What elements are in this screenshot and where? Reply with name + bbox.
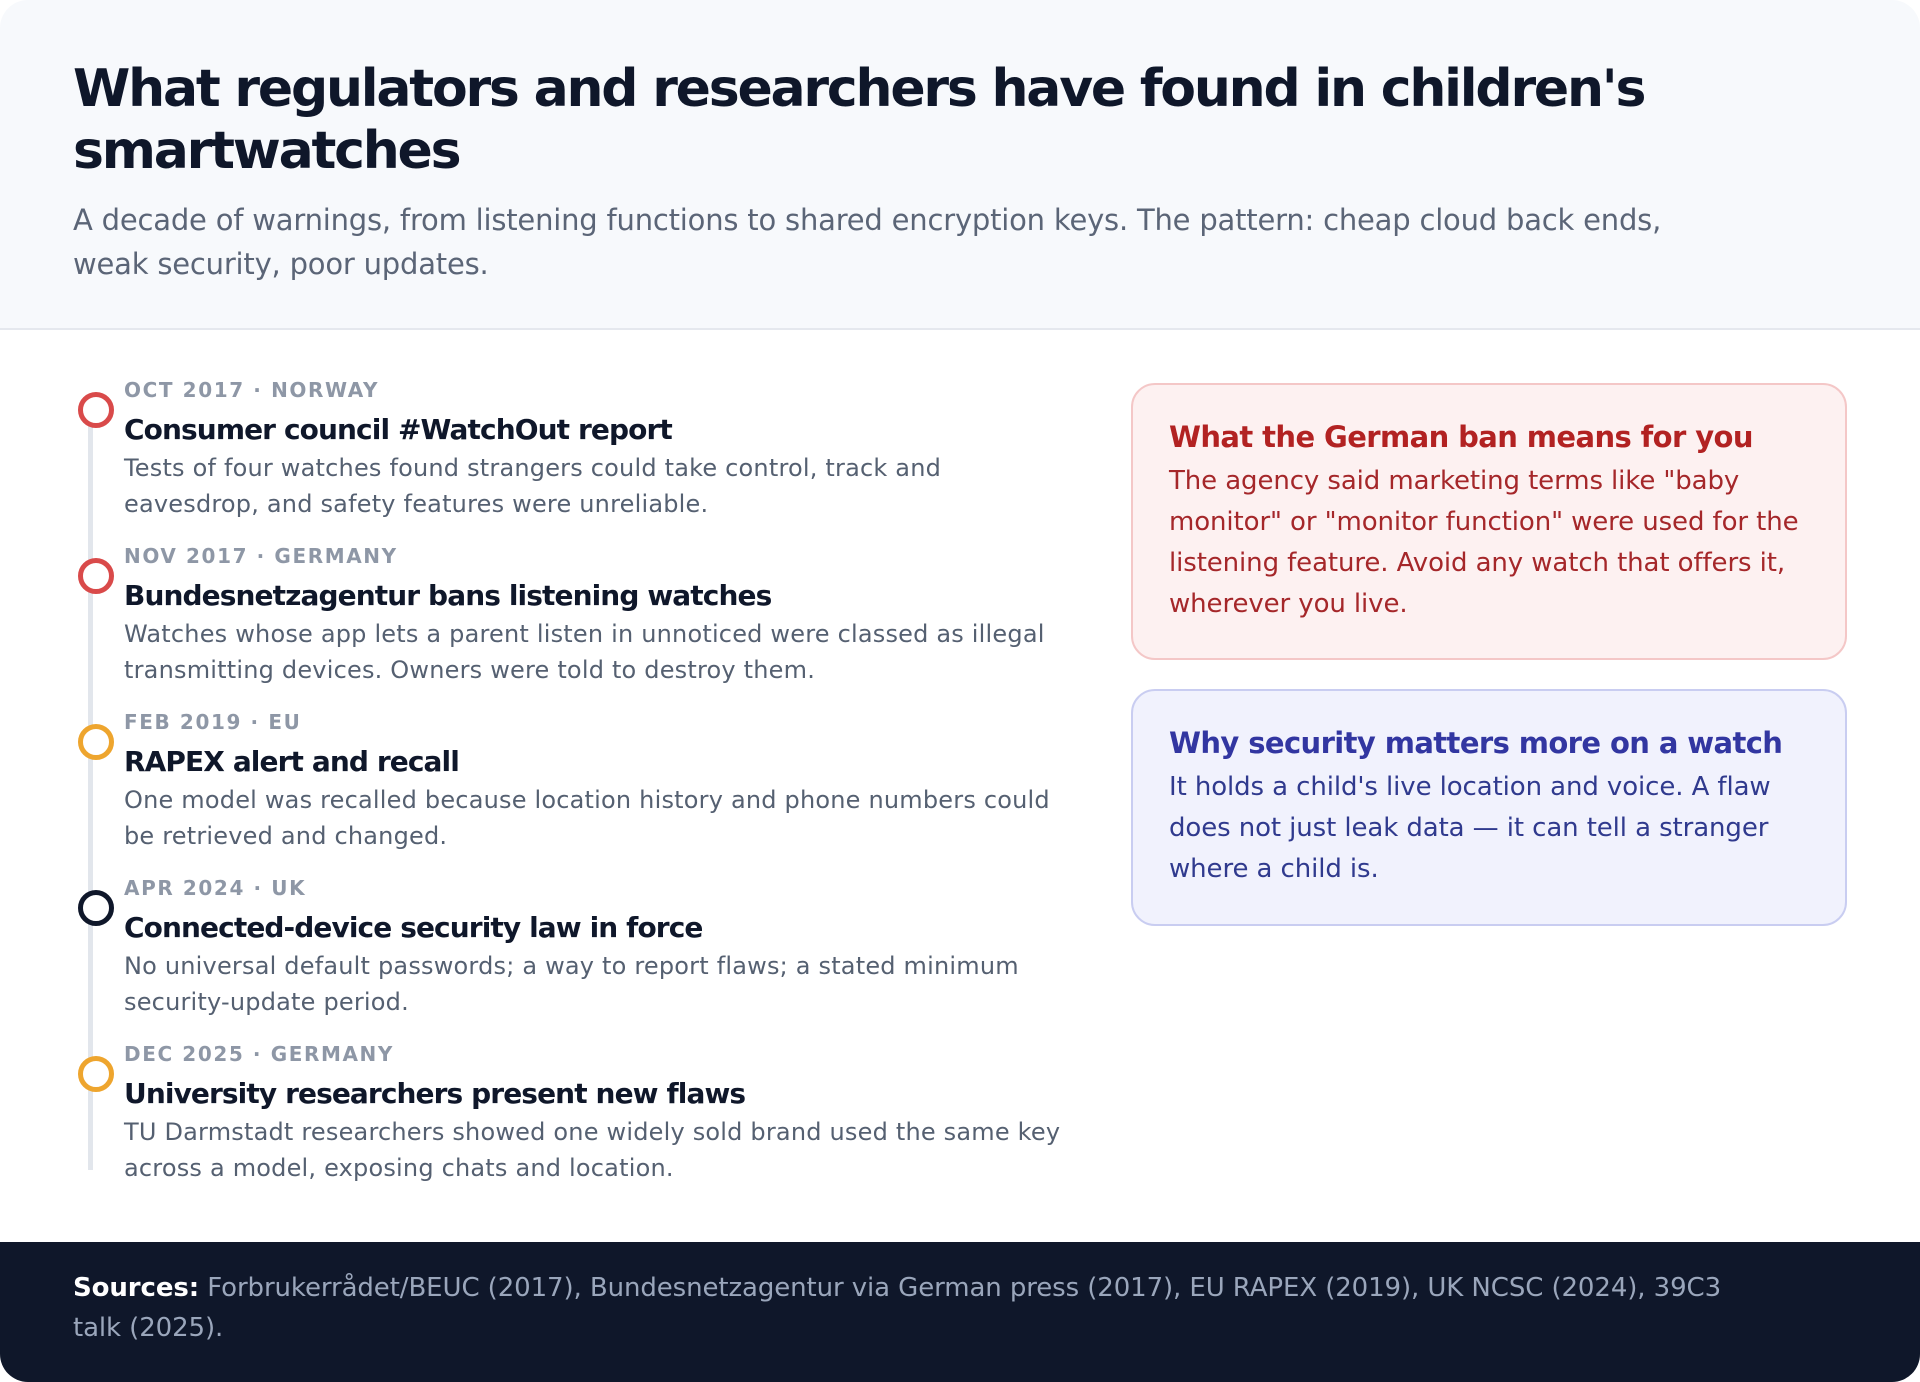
- timeline-dot: [78, 392, 114, 428]
- timeline-event: [0, 876, 1100, 1036]
- event-description: TU Darmstadt researchers showed one widely sold brand used the same key across a model, exposing chats and location.: [124, 1118, 1061, 1182]
- sources-footer: [0, 1242, 1920, 1382]
- callout-title: Why security matters more on a watch: [1169, 726, 1783, 760]
- timeline-dot: [78, 890, 114, 926]
- callout-title: What the German ban means for you: [1169, 420, 1753, 454]
- sources-label: Sources:: [73, 1273, 200, 1303]
- timeline-dot: [78, 724, 114, 760]
- german-ban-callout: [1131, 383, 1847, 660]
- event-title: Bundesnetzagentur bans listening watches: [124, 579, 772, 612]
- event-date-location: NOV 2017 · GERMANY: [124, 544, 398, 568]
- event-description: No universal default passwords; a way to report flaws; a stated minimum security-update period.: [124, 952, 1019, 1016]
- page-title: What regulators and researchers have found in children's smartwatches: [73, 59, 1645, 181]
- callout-text: It holds a child's live location and voice. A flaw does not just leak data — it can tell a stranger where a child is.: [1169, 772, 1771, 884]
- sources-text: [73, 1268, 1773, 1348]
- event-date-location: OCT 2017 · NORWAY: [124, 378, 380, 402]
- event-date-location: DEC 2025 · GERMANY: [124, 1042, 394, 1066]
- sources-list: Forbrukerrådet/BEUC (2017), Bundesnetzagentur via German press (2017), EU RAPEX (2019), UK NCSC (2024), 39C3 talk (2025).: [73, 1273, 1722, 1343]
- event-title: RAPEX alert and recall: [124, 745, 459, 778]
- timeline-dot: [78, 1056, 114, 1092]
- event-description: Watches whose app lets a parent listen in unnoticed were classed as illegal transmitting devices. Owners were told to destroy them.: [124, 620, 1045, 684]
- timeline-dot: [78, 558, 114, 594]
- event-description: One model was recalled because location history and phone numbers could be retrieved and changed.: [124, 786, 1050, 850]
- event-date-location: APR 2024 · UK: [124, 876, 307, 900]
- callout-text: The agency said marketing terms like "baby monitor" or "monitor function" were used for the listening feature. Avoid any watch that offers it, wherever you live.: [1169, 466, 1799, 619]
- timeline-event: [0, 1042, 1100, 1202]
- event-description: Tests of four watches found strangers could take control, track and eavesdrop, and safety features were unreliable.: [124, 454, 942, 518]
- timeline-event: [0, 378, 1100, 538]
- timeline-event: [0, 544, 1100, 704]
- event-title: University researchers present new flaws: [124, 1077, 746, 1110]
- security-callout: [1131, 689, 1847, 926]
- event-date-location: FEB 2019 · EU: [124, 710, 302, 734]
- header: [0, 0, 1920, 330]
- event-title: Connected-device security law in force: [124, 911, 703, 944]
- event-title: Consumer council #WatchOut report: [124, 413, 672, 446]
- timeline-event: [0, 710, 1100, 870]
- page-subtitle: A decade of warnings, from listening functions to shared encryption keys. The pattern: cheap cloud back ends, weak security, poor updates.: [73, 203, 1662, 281]
